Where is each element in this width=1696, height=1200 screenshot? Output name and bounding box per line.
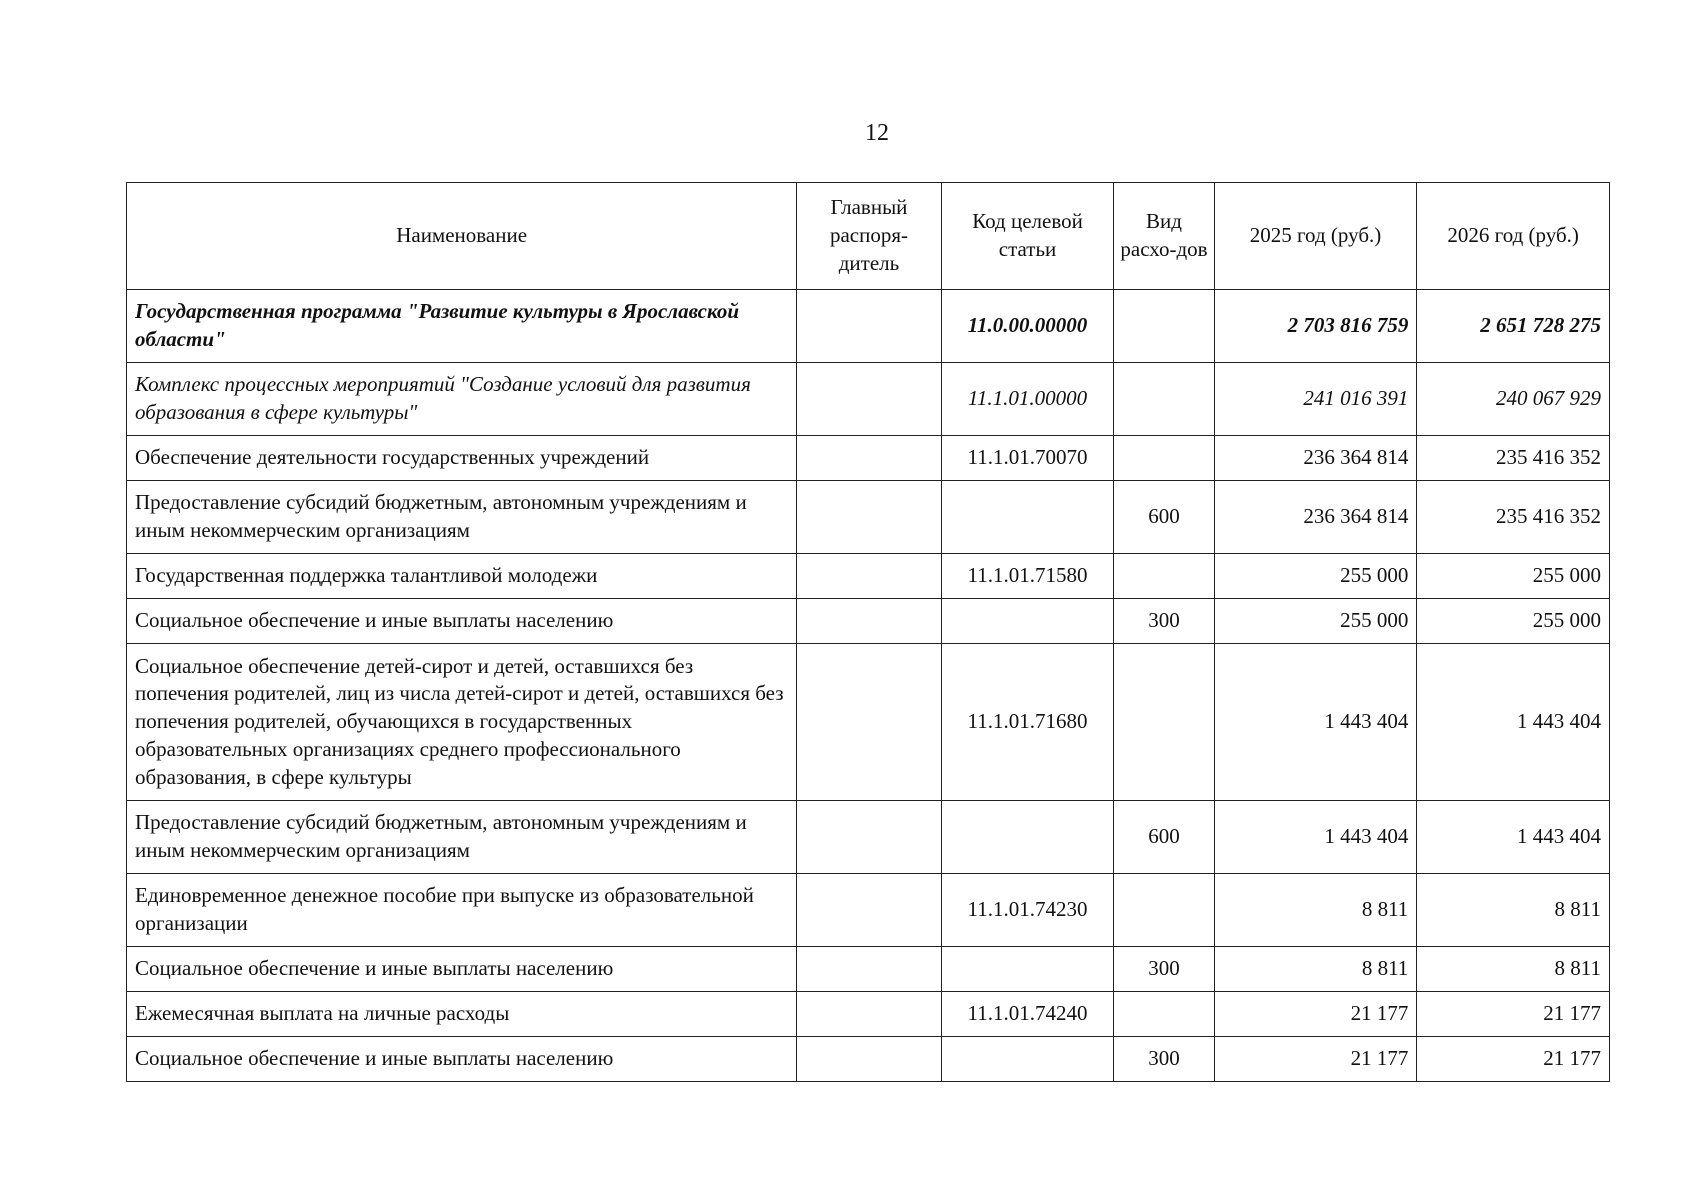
row-kind: 300 [1114, 947, 1214, 992]
row-2025: 236 364 814 [1214, 481, 1417, 554]
row-2025: 8 811 [1214, 874, 1417, 947]
row-2026: 255 000 [1417, 554, 1610, 599]
header-2025: 2025 год (руб.) [1214, 183, 1417, 290]
table-row [127, 599, 1610, 644]
row-2026: 1 443 404 [1417, 644, 1610, 801]
row-2026: 235 416 352 [1417, 481, 1610, 554]
row-grbs [797, 290, 941, 363]
budget-table [126, 182, 1610, 1082]
row-2025: 8 811 [1214, 947, 1417, 992]
table-header-row [127, 183, 1610, 290]
row-kind [1114, 363, 1214, 436]
row-2025: 21 177 [1214, 992, 1417, 1037]
header-grbs: Главный распоря-дитель [797, 183, 941, 290]
row-grbs [797, 599, 941, 644]
row-name: Социальное обеспечение и иные выплаты населению [127, 599, 797, 644]
table-row [127, 290, 1610, 363]
table-row [127, 554, 1610, 599]
row-kind [1114, 992, 1214, 1037]
header-code: Код целевой статьи [941, 183, 1114, 290]
row-kind [1114, 874, 1214, 947]
row-code [941, 599, 1114, 644]
row-name: Государственная программа "Развитие культуры в Ярославской области" [127, 290, 797, 363]
table-row [127, 481, 1610, 554]
header-kind: Вид расхо-дов [1114, 183, 1214, 290]
row-grbs [797, 1037, 941, 1082]
row-kind [1114, 290, 1214, 363]
row-code: 11.1.01.74230 [941, 874, 1114, 947]
header-name: Наименование [127, 183, 797, 290]
row-2025: 236 364 814 [1214, 436, 1417, 481]
row-2026: 255 000 [1417, 599, 1610, 644]
row-grbs [797, 644, 941, 801]
row-2025: 21 177 [1214, 1037, 1417, 1082]
row-name: Обеспечение деятельности государственных учреждений [127, 436, 797, 481]
row-code: 11.1.01.00000 [941, 363, 1114, 436]
row-code: 11.1.01.70070 [941, 436, 1114, 481]
row-name: Социальное обеспечение и иные выплаты населению [127, 947, 797, 992]
table-row [127, 947, 1610, 992]
row-2026: 1 443 404 [1417, 801, 1610, 874]
table-row [127, 801, 1610, 874]
row-code: 11.1.01.71580 [941, 554, 1114, 599]
row-name: Предоставление субсидий бюджетным, автономным учреждениям и иным некоммерческим организациям [127, 481, 797, 554]
page-number: 12 [865, 120, 889, 146]
row-2025: 255 000 [1214, 599, 1417, 644]
row-grbs [797, 947, 941, 992]
row-kind [1114, 644, 1214, 801]
row-2026: 21 177 [1417, 1037, 1610, 1082]
row-code [941, 1037, 1114, 1082]
row-code: 11.0.00.00000 [941, 290, 1114, 363]
row-2026: 21 177 [1417, 992, 1610, 1037]
row-name: Единовременное денежное пособие при выпуске из образовательной организации [127, 874, 797, 947]
table-row [127, 436, 1610, 481]
row-code [941, 947, 1114, 992]
row-name: Социальное обеспечение и иные выплаты населению [127, 1037, 797, 1082]
row-grbs [797, 992, 941, 1037]
row-kind: 300 [1114, 1037, 1214, 1082]
row-2026: 8 811 [1417, 874, 1610, 947]
row-2025: 2 703 816 759 [1214, 290, 1417, 363]
row-2026: 240 067 929 [1417, 363, 1610, 436]
row-kind: 300 [1114, 599, 1214, 644]
row-2025: 1 443 404 [1214, 801, 1417, 874]
row-2025: 1 443 404 [1214, 644, 1417, 801]
row-2026: 2 651 728 275 [1417, 290, 1610, 363]
row-grbs [797, 801, 941, 874]
row-kind: 600 [1114, 801, 1214, 874]
row-grbs [797, 436, 941, 481]
row-code [941, 801, 1114, 874]
row-2025: 241 016 391 [1214, 363, 1417, 436]
row-2025: 255 000 [1214, 554, 1417, 599]
row-code: 11.1.01.71680 [941, 644, 1114, 801]
row-name: Ежемесячная выплата на личные расходы [127, 992, 797, 1037]
table-row [127, 644, 1610, 801]
row-kind [1114, 554, 1214, 599]
row-kind [1114, 436, 1214, 481]
row-code: 11.1.01.74240 [941, 992, 1114, 1037]
header-2026: 2026 год (руб.) [1417, 183, 1610, 290]
table-row [127, 992, 1610, 1037]
row-grbs [797, 481, 941, 554]
table-row [127, 363, 1610, 436]
row-2026: 235 416 352 [1417, 436, 1610, 481]
table-row [127, 874, 1610, 947]
row-grbs [797, 874, 941, 947]
row-name: Предоставление субсидий бюджетным, автономным учреждениям и иным некоммерческим организациям [127, 801, 797, 874]
row-grbs [797, 554, 941, 599]
row-name: Государственная поддержка талантливой молодежи [127, 554, 797, 599]
row-name: Социальное обеспечение детей-сирот и детей, оставшихся без попечения родителей, лиц из числа детей-сирот и детей, оставшихся без попечения родителей, обучающихся в государственных образовательных организациях среднего профессионального образования, в сфере культуры [127, 644, 797, 801]
table-row [127, 1037, 1610, 1082]
row-grbs [797, 363, 941, 436]
row-name: Комплекс процессных мероприятий "Создание условий для развития образования в сфере культуры" [127, 363, 797, 436]
row-kind: 600 [1114, 481, 1214, 554]
row-2026: 8 811 [1417, 947, 1610, 992]
row-code [941, 481, 1114, 554]
